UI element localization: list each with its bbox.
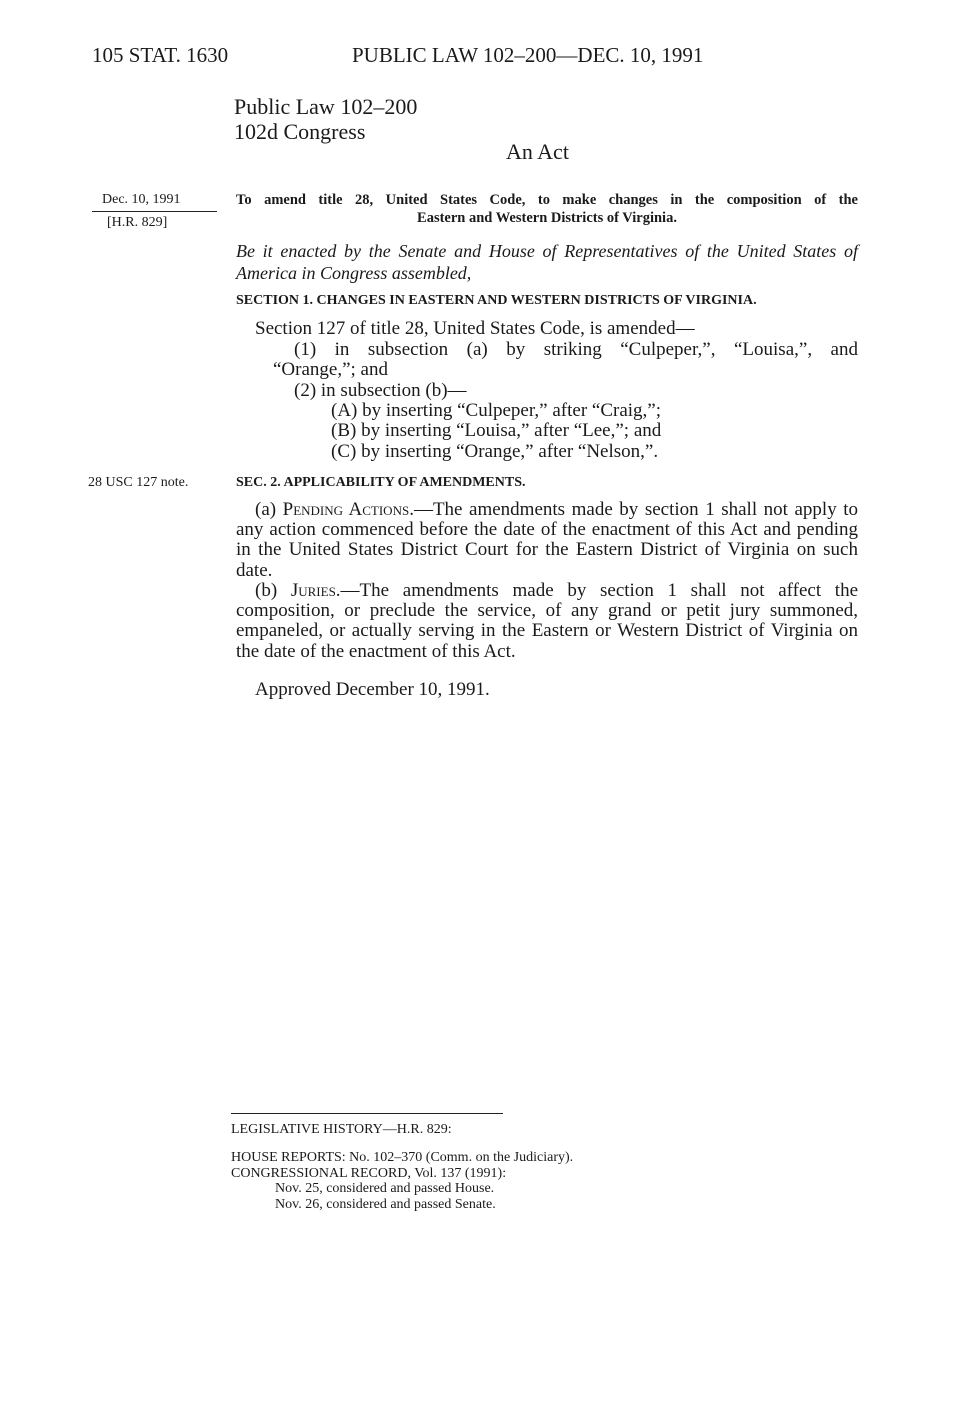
running-title: PUBLIC LAW 102–200—DEC. 10, 1991 [352, 43, 704, 67]
margin-date: Dec. 10, 1991 [102, 192, 181, 207]
section-2-paragraph-b [236, 581, 858, 662]
paragraph-a-caption: Pending Actions. [282, 499, 414, 520]
paragraph-b-text: —The amendments made by section 1 shall not affect the composition, or preclude the service, of any grand or petit jury summoned, empaneled, or actually serving in the Eastern or Western District of Virginia on the date of the enactment of this Act. [236, 580, 859, 662]
section-2-paragraph-a [236, 500, 858, 581]
record-entry-senate: Nov. 26, considered and passed Senate. [275, 1196, 496, 1212]
paragraph-b-caption: Juries. [290, 580, 341, 601]
section-1-item-1: (1) in subsection (a) by striking “Culpeper,”, “Louisa,”, and [294, 339, 858, 360]
purpose-statement [236, 191, 858, 227]
margin-bill-number: [H.R. 829] [107, 215, 168, 230]
public-law-number: Public Law 102–200 [234, 94, 418, 119]
legislative-history-title: LEGISLATIVE HISTORY—H.R. 829: [231, 1122, 452, 1137]
public-law-title [234, 94, 417, 144]
footer-divider [231, 1113, 503, 1114]
house-reports: HOUSE REPORTS: No. 102–370 (Comm. on the Judiciary). [231, 1150, 574, 1165]
margin-divider [92, 211, 217, 212]
section-1-item-1-continued: “Orange,”; and [273, 359, 388, 380]
congressional-record: CONGRESSIONAL RECORD, Vol. 137 (1991): [231, 1165, 507, 1181]
enacting-clause: Be it enacted by the Senate and House of Representatives of the United States of America in Congress assembled, [236, 241, 858, 283]
purpose-line-2: Eastern and Western Districts of Virginia. [417, 210, 677, 226]
section-1-item-C: (C) by inserting “Orange,” after “Nelson,”. [331, 441, 659, 462]
record-entry-house: Nov. 25, considered and passed House. [275, 1181, 495, 1196]
section-1-heading: SECTION 1. CHANGES IN EASTERN AND WESTERN DISTRICTS OF VIRGINIA. [236, 293, 757, 308]
section-1-intro: Section 127 of title 28, United States Code, is amended— [255, 318, 695, 339]
congress-number: 102d Congress [234, 119, 366, 144]
approval-date: Approved December 10, 1991. [255, 679, 490, 700]
margin-usc-note: 28 USC 127 note. [88, 475, 189, 490]
section-1-item-2: (2) in subsection (b)— [294, 380, 467, 401]
an-act-heading: An Act [506, 139, 569, 164]
paragraph-a-label: (a) [255, 499, 283, 520]
section-1-item-A: (A) by inserting “Culpeper,” after “Craig,”; [331, 400, 662, 421]
legislative-history [231, 1150, 573, 1212]
paragraph-a-text: —The amendments made by section 1 shall not apply to any action commenced before the date of the enactment of this Act and pending in the United States District Court for the Eastern District of Virginia on such date. [236, 499, 859, 581]
purpose-line-1: To amend title 28, United States Code, to make changes in the composition of the [236, 192, 858, 208]
section-1-item-B: (B) by inserting “Louisa,” after “Lee,”; and [331, 420, 662, 441]
stat-reference: 105 STAT. 1630 [92, 43, 229, 67]
section-2-heading: SEC. 2. APPLICABILITY OF AMENDMENTS. [236, 475, 526, 490]
paragraph-b-label: (b) [255, 580, 291, 601]
